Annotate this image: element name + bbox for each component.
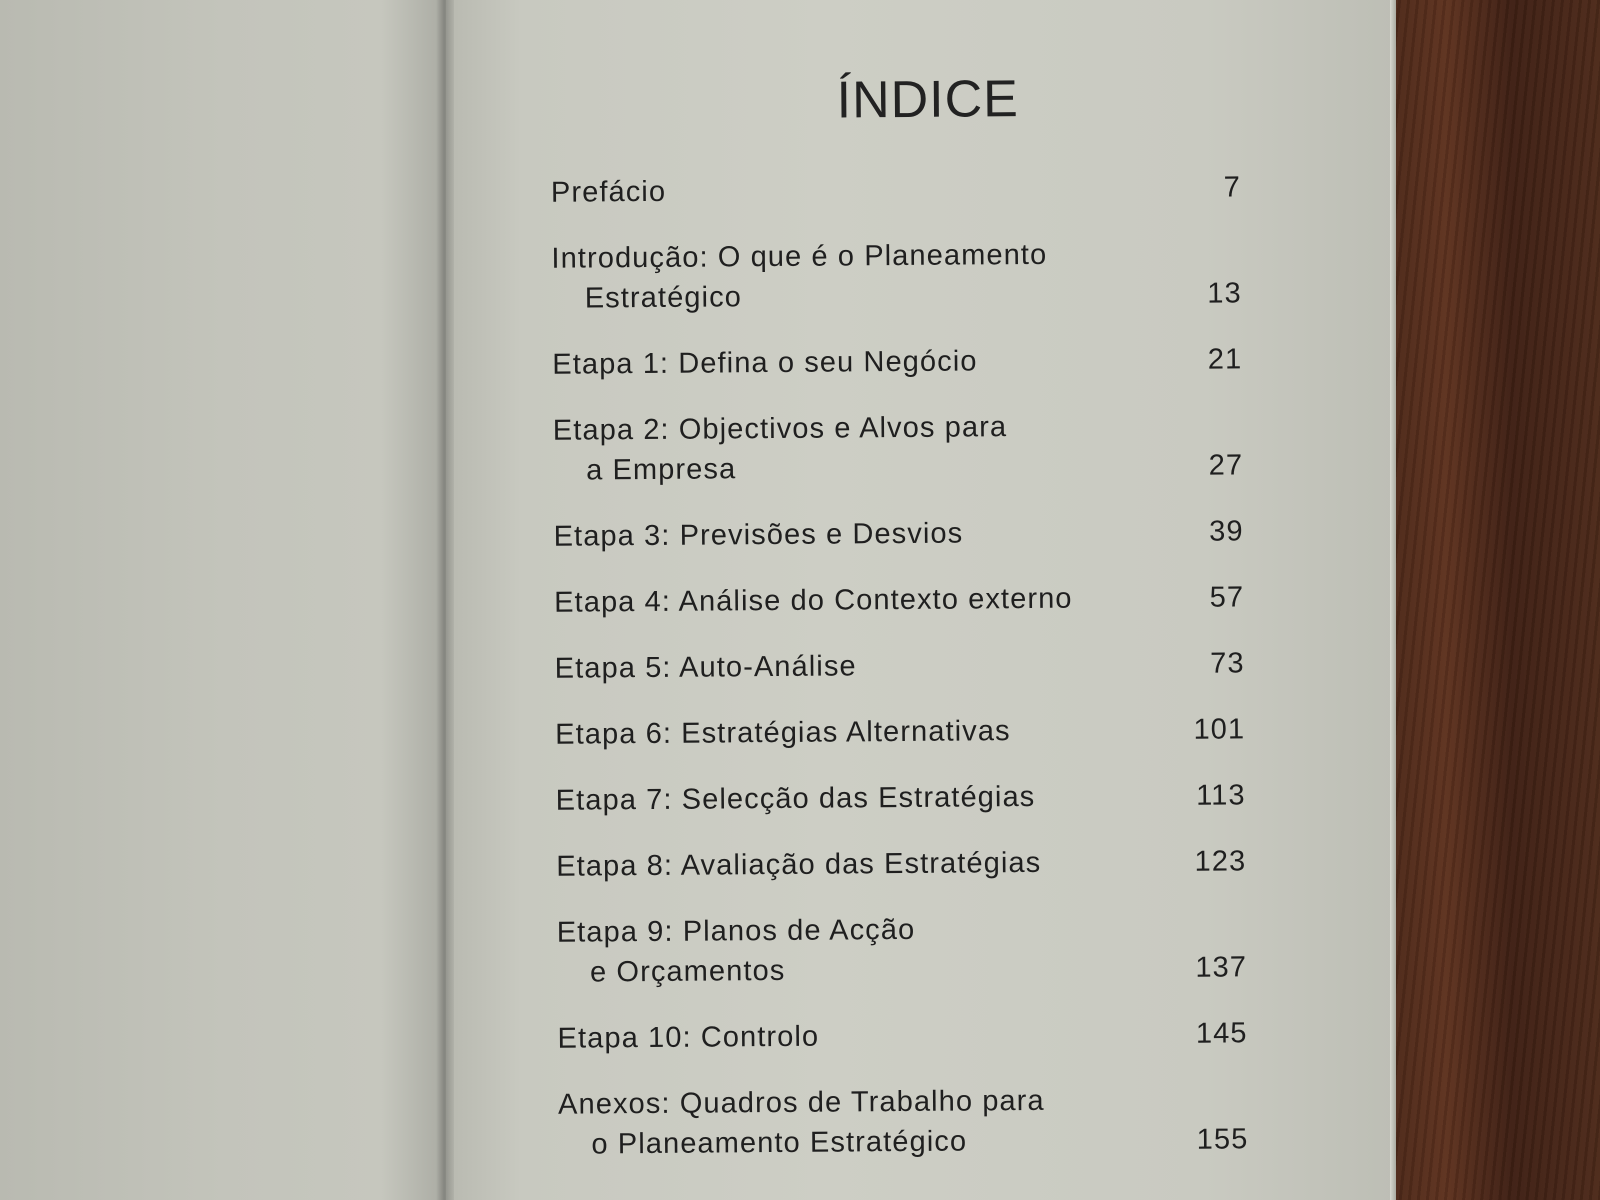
toc-entry-text xyxy=(553,406,1144,491)
toc-entry-page: 123 xyxy=(1194,845,1247,878)
toc-entry-line: Etapa 1: Defina o seu Negócio xyxy=(552,345,978,381)
toc-entry-page: 101 xyxy=(1193,713,1246,746)
toc-entry-line: Etapa 7: Selecção das Estratégias xyxy=(555,780,1036,817)
toc-entry-line: Etapa 8: Avaliação das Estratégias xyxy=(556,846,1042,883)
toc-entry-line: Etapa 3: Previsões e Desvios xyxy=(553,517,964,553)
toc-entry-text xyxy=(557,1014,1147,1059)
toc-entry-text xyxy=(555,710,1145,755)
toc-entry xyxy=(551,233,1252,318)
toc-entry xyxy=(556,775,1256,820)
toc-entry xyxy=(553,511,1253,556)
toc-entry-text xyxy=(551,168,1141,213)
toc-entry-text xyxy=(555,644,1145,689)
left-page xyxy=(0,0,448,1200)
toc-entry-line: Introdução: O que é o Planeamento xyxy=(551,238,1048,275)
toc-entry xyxy=(557,1013,1257,1058)
toc-entry-line-continued: o Planeamento Estratégico xyxy=(591,1125,968,1161)
book-gutter xyxy=(436,0,454,1200)
toc-entry-text xyxy=(556,776,1146,821)
toc-entry xyxy=(551,167,1251,212)
toc-entry-page: 73 xyxy=(1210,647,1245,680)
toc-entry xyxy=(555,643,1255,688)
toc-entry-line-continued: e Orçamentos xyxy=(589,954,786,989)
toc-entry xyxy=(552,339,1252,384)
toc-entry-line: Etapa 4: Análise do Contexto externo xyxy=(554,582,1073,619)
table-of-contents xyxy=(550,67,1259,1190)
toc-entry xyxy=(558,1079,1259,1164)
toc-entry-text xyxy=(558,1080,1149,1165)
toc-entry-line: Etapa 9: Planos de Acção xyxy=(556,913,916,949)
toc-entry-line: Etapa 6: Estratégias Alternativas xyxy=(555,715,1011,751)
toc-entry-line: Etapa 2: Objectivos e Alvos para xyxy=(552,411,1008,447)
toc-entry xyxy=(554,577,1254,622)
toc-entry-page: 13 xyxy=(1207,277,1242,310)
toc-entry-page: 155 xyxy=(1196,1123,1249,1156)
page-title: ÍNDICE xyxy=(836,70,1020,130)
page-edge xyxy=(1390,0,1396,1200)
toc-entry-text xyxy=(551,234,1142,319)
toc-entry-line-continued: Estratégico xyxy=(584,281,743,315)
toc-entry-line: Etapa 10: Controlo xyxy=(557,1020,820,1055)
toc-entry-page: 27 xyxy=(1208,449,1244,482)
wooden-table xyxy=(1380,0,1600,1200)
toc-entry-page: 21 xyxy=(1207,343,1243,376)
toc-entry xyxy=(557,907,1258,992)
toc-entry-line: Prefácio xyxy=(550,175,667,209)
toc-entry-page: 39 xyxy=(1209,515,1244,548)
toc-entry-page: 57 xyxy=(1209,581,1245,614)
toc-entry xyxy=(556,841,1256,886)
toc-entry-line: Anexos: Quadros de Trabalho para xyxy=(557,1084,1045,1121)
toc-entry-page: 113 xyxy=(1196,779,1246,812)
toc-entry-text xyxy=(552,340,1142,385)
toc-entry-page: 137 xyxy=(1195,951,1248,984)
toc-entry xyxy=(555,709,1255,754)
toc-entry xyxy=(553,405,1254,490)
toc-entry-text xyxy=(556,842,1146,887)
toc-entry-line: Etapa 5: Auto-Análise xyxy=(554,650,857,685)
toc-entry-line-continued: a Empresa xyxy=(586,453,737,487)
toc-entry-text xyxy=(554,578,1144,623)
toc-entry-text xyxy=(553,512,1143,557)
toc-entry-text xyxy=(557,908,1148,993)
toc-entry-page: 145 xyxy=(1195,1017,1248,1050)
toc-entry-page: 7 xyxy=(1223,171,1242,204)
